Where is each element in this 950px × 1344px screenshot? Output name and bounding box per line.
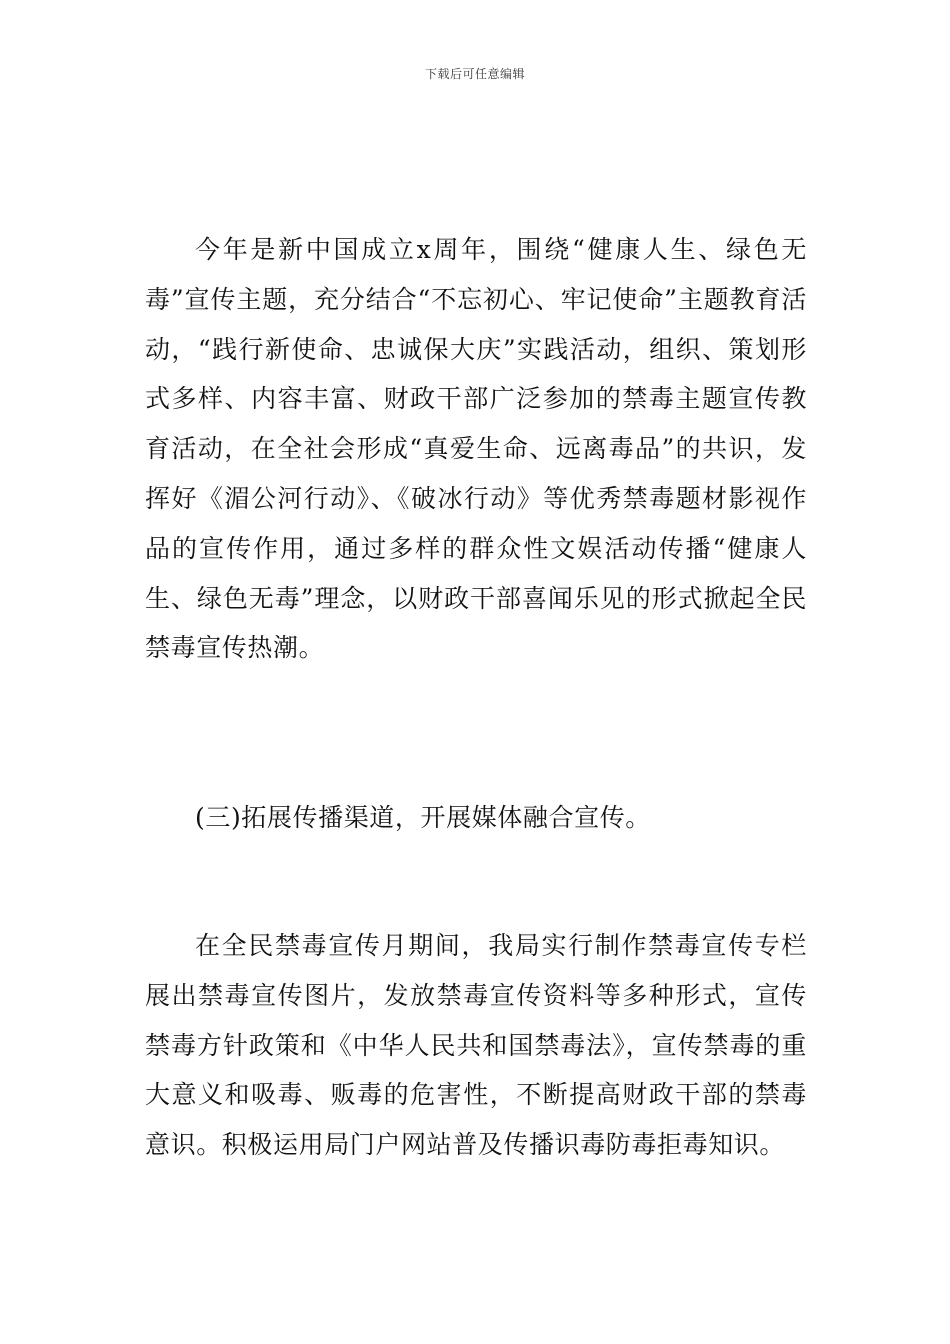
body-paragraph-1: 今年是新中国成立x周年，围绕“健康人生、绿色无毒”宣传主题，充分结合“不忘初心、牢记使命”主题教育活动，“践行新使命、忠诚保大庆”实践活动，组织、策划形式多样、内容丰富、财政干部广泛参加的禁毒主题宣传教育活动，在全社会形成“真爱生命、远离毒品”的共识，发挥好《湄公河行动》、《破冰行动》等优秀禁毒题材影视作品的宣传作用，通过多样的群众性文娱活动传播“健康人生、绿色无毒”理念，以财政干部喜闻乐见的形式掀起全民禁毒宣传热潮。 [145,235,807,663]
section-heading: (三)拓展传播渠道，开展媒体融合宣传。 [195,803,651,832]
body-paragraph-2: 在全民禁毒宣传月期间，我局实行制作禁毒宣传专栏展出禁毒宣传图片，发放禁毒宣传资料等多种形式，宣传禁毒方针政策和《中华人民共和国禁毒法》，宣传禁毒的重大意义和吸毒、贩毒的危害性，不断提高财政干部的禁毒意识。积极运用局门户网站普及传播识毒防毒拒毒知识。 [145,931,807,1160]
page-header: 下载后可任意编辑 [424,67,525,81]
